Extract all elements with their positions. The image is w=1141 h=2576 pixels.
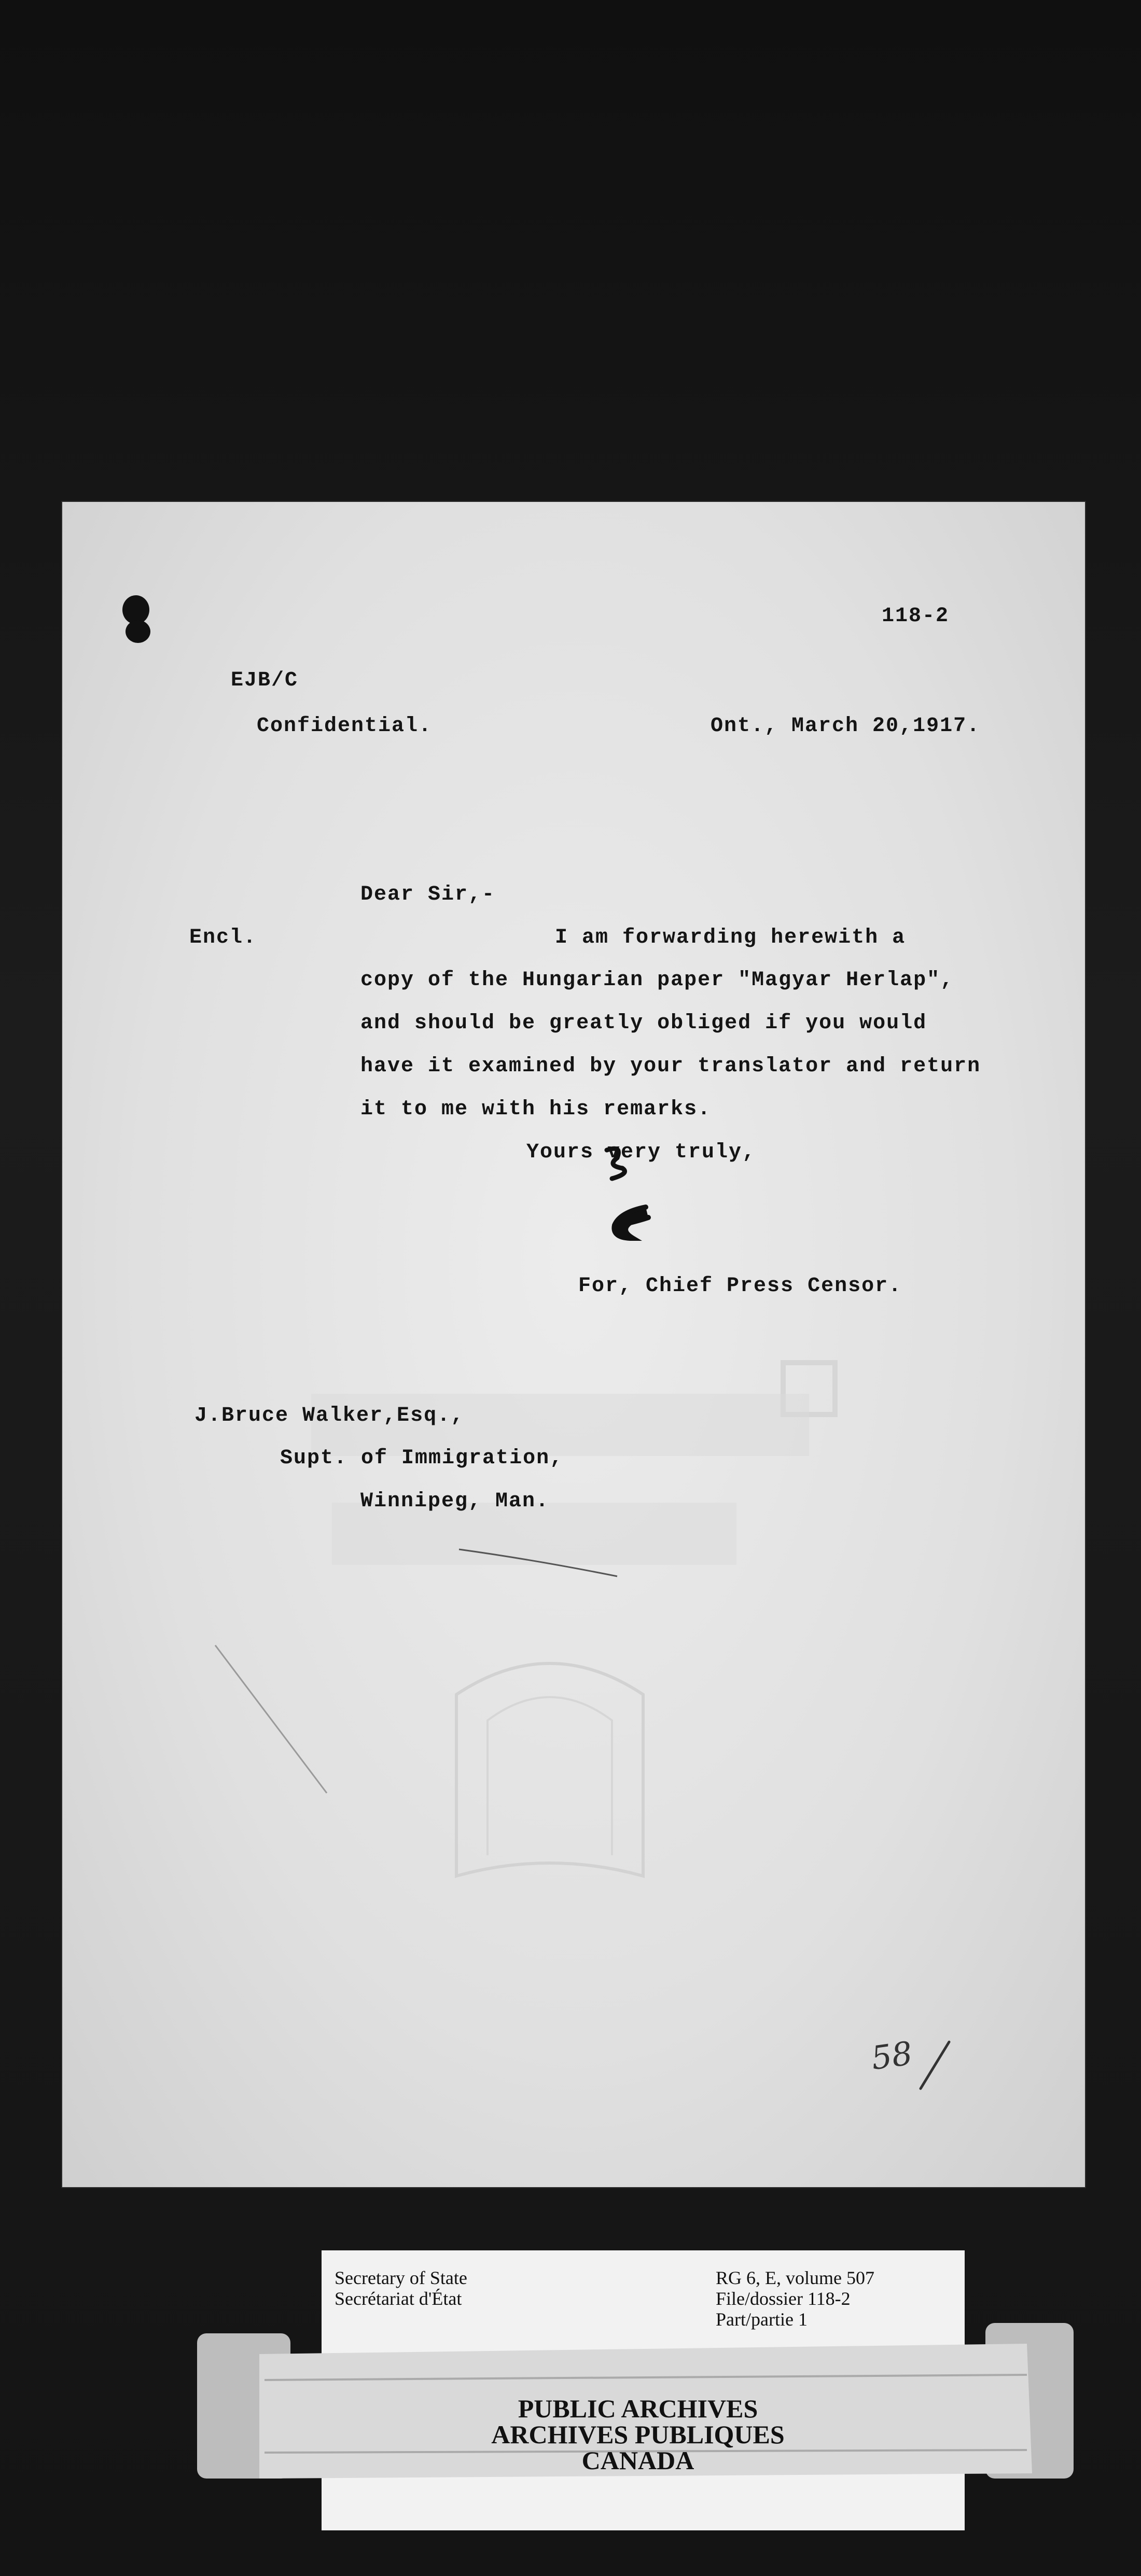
enclosure-note: Encl. xyxy=(189,926,257,949)
file-number: 118-2 xyxy=(882,605,950,628)
record-group: RG 6, E, volume 507 xyxy=(716,2267,874,2288)
paper-watermark-crest xyxy=(415,1632,685,1892)
signature-title: For, Chief Press Censor. xyxy=(578,1275,902,1298)
letter-page xyxy=(62,502,1085,2187)
pencil-line xyxy=(456,1544,622,1580)
body-line-3: and should be greatly obliged if you would xyxy=(360,1012,927,1035)
body-line-1: I am forwarding herewith a xyxy=(555,926,906,949)
handwritten-slash xyxy=(913,2037,954,2094)
department-french: Secrétariat d'État xyxy=(335,2288,462,2309)
archive-name-english: PUBLIC ARCHIVES xyxy=(518,2394,758,2423)
salutation: Dear Sir,- xyxy=(360,883,496,906)
signature-mark-icon xyxy=(604,1202,653,1246)
classification-label: Confidential. xyxy=(257,715,433,738)
archive-ribbon xyxy=(197,2323,1079,2494)
closing-phrase: Yours very truly, xyxy=(526,1141,756,1164)
part-partie: Part/partie 1 xyxy=(716,2309,808,2330)
punch-hole-mark xyxy=(120,594,152,644)
reference-initials: EJB/C xyxy=(231,669,299,692)
pencil-scratch xyxy=(213,1643,332,1798)
recipient-name: J.Bruce Walker,Esq., xyxy=(194,1404,465,1427)
letter-date: Ont., March 20,1917. xyxy=(711,715,981,738)
file-dossier: File/dossier 118-2 xyxy=(716,2288,851,2309)
body-line-4: have it examined by your translator and return xyxy=(360,1055,981,1078)
body-line-5: it to me with his remarks. xyxy=(360,1098,712,1121)
recipient-title: Supt. of Immigration, xyxy=(280,1447,564,1470)
handwritten-page-number: 58 xyxy=(869,2034,915,2078)
recipient-location: Winnipeg, Man. xyxy=(360,1490,550,1513)
archive-country: CANADA xyxy=(581,2446,694,2475)
initial-mark-icon xyxy=(602,1145,633,1181)
department-english: Secretary of State xyxy=(335,2267,467,2288)
body-line-2: copy of the Hungarian paper "Magyar Herlap", xyxy=(360,969,954,992)
archive-name-french: ARCHIVES PUBLIQUES xyxy=(491,2420,785,2449)
